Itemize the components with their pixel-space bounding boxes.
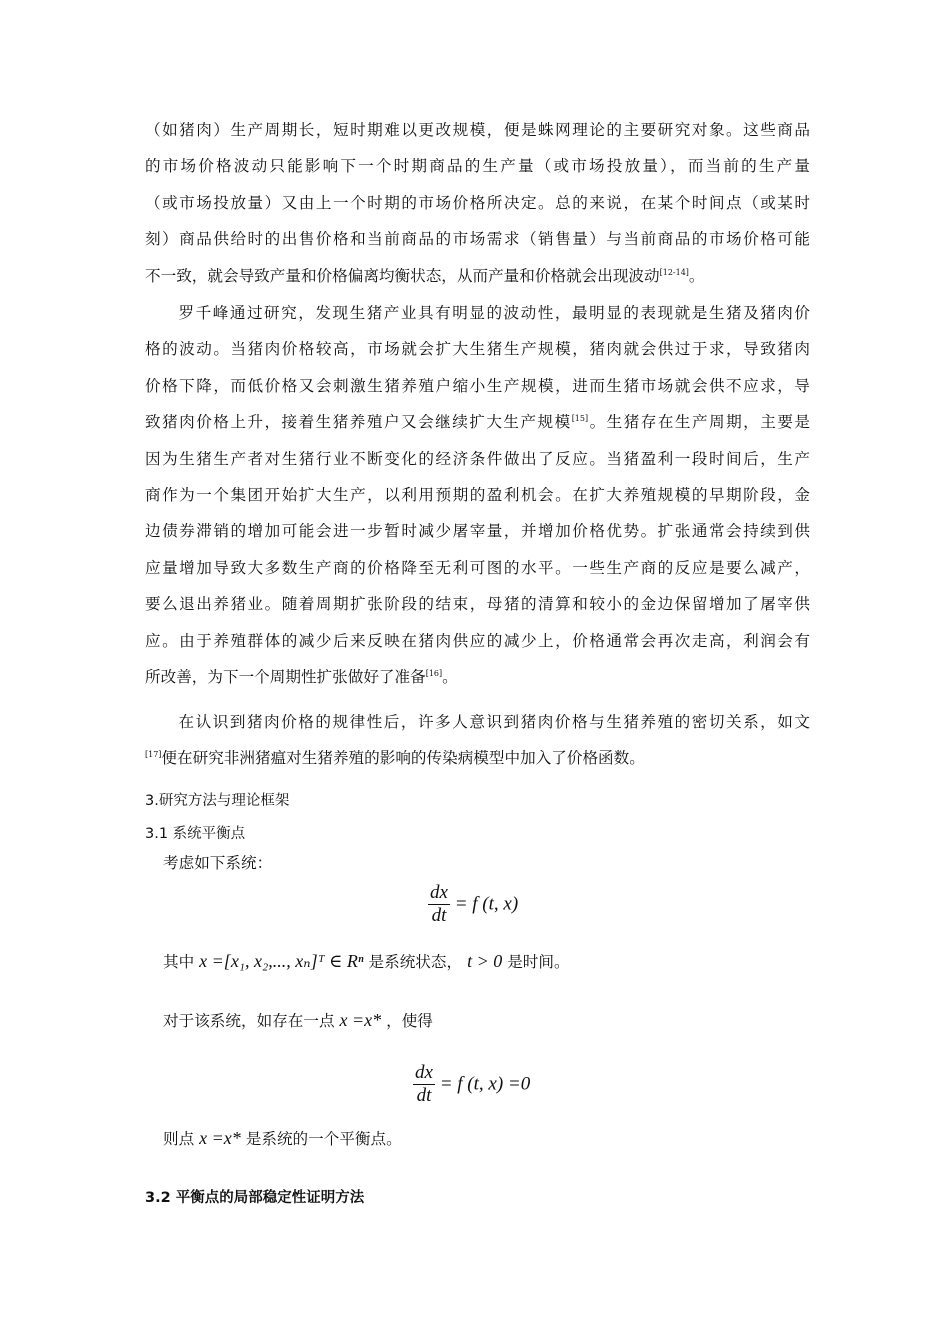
- citation-ref: [15]: [571, 414, 589, 424]
- text-line: [145, 258, 810, 294]
- text-segment: 所改善，为下一个周期性扩张做好了准备: [145, 668, 426, 687]
- fraction-numerator: dx: [415, 1062, 433, 1083]
- section-heading-3: 3.研究方法与理论框架: [145, 793, 290, 809]
- fraction-numerator: dx: [430, 882, 448, 903]
- text-segment: 。生猪存在生产周期，主要是: [588, 413, 810, 432]
- text-line: 的市场价格波动只能影响下一个时期商品的生产量（或市场投放量），而当前的生产量: [145, 157, 810, 176]
- text-segment: 便在研究非洲猪瘟对生猪养殖的影响的传染病模型中加入了价格函数。: [161, 749, 645, 768]
- text-line: [145, 659, 810, 695]
- text-segment: 在认识到猪肉价格的规律性后，许多人意识到猪肉价格与生猪养殖的密切关系，如文: [177, 713, 810, 731]
- text-line: 应。由于养殖群体的减少后来反映在猪肉供应的减少上，价格通常会再次走高，利润会有: [145, 631, 810, 650]
- text-then-equilibrium: [163, 1127, 402, 1149]
- text-line: 因为生猪生产者对生猪行业不断变化的经济条件做出了反应。当猪盈利一段时间后，生产: [145, 449, 810, 468]
- math-equilibrium-point: x =x*: [339, 1010, 382, 1030]
- text-line: 商作为一个集团开始扩大生产，以利用预期的盈利机会。在扩大养殖规模的早期阶段，金: [145, 486, 810, 505]
- text-segment: 。: [688, 266, 705, 285]
- text-segment: 罗千峰通过研究，发现生猪产业具有明显的波动性，最明显的表现就是生猪及猪肉价: [177, 304, 810, 322]
- equation-rhs: = f (t, x): [454, 893, 519, 915]
- text-line: 要么退出养猪业。随着周期扩张阶段的结束，母猪的清算和较小的金边保留增加了屠宰供: [145, 595, 810, 614]
- text-line: [145, 740, 810, 776]
- text-line: 价格下降，而低价格又会刺激生猪养殖户缩小生产规模，进而生猪市场就会供不应求，导: [145, 376, 810, 395]
- text-line: [145, 295, 810, 331]
- math-equilibrium-point: x =x*: [199, 1128, 241, 1148]
- fraction: [413, 1062, 435, 1107]
- text-segment: 是系统状态，: [368, 953, 463, 971]
- text-where-state: [163, 950, 570, 972]
- text-line: （或市场投放量）又由上一个时期的市场价格所决定。总的来说，在某个时间点（或某时: [145, 193, 810, 212]
- text-line: （如猪肉）生产周期长，短时期难以更改规模，便是蛛网理论的主要研究对象。这些商品: [145, 121, 810, 139]
- equation-rhs: = f (t, x) =0: [439, 1073, 531, 1095]
- text-segment: 其中: [163, 953, 195, 971]
- text-line: [145, 704, 810, 740]
- text-segment: 是时间。: [507, 953, 570, 971]
- fraction: [428, 882, 450, 927]
- text-segment: 。: [442, 668, 458, 687]
- text-segment: 则点: [163, 1130, 195, 1148]
- fraction-denominator: dt: [431, 905, 447, 926]
- text-segment: 对于该系统，如存在一点: [163, 1012, 335, 1030]
- fraction-denominator: dt: [416, 1085, 432, 1106]
- text-line: 格的波动。当猪肉价格较高，市场就会扩大生猪生产规模，猪肉就会供过于求，导致猪肉: [145, 340, 810, 359]
- math-state-vector: x =[x₁, x₂,..., xₙ]ᵀ ∈ Rⁿ: [199, 951, 364, 971]
- text-consider-system: 考虑如下系统：: [163, 854, 273, 872]
- text-segment: 是系统的一个平衡点。: [245, 1130, 402, 1148]
- text-segment: 致猪肉价格上升，接着生猪养殖户又会继续扩大生产规模: [145, 413, 572, 432]
- citation-ref: [16]: [425, 669, 443, 679]
- text-line: 应量增加导致大多数生产商的价格降至无利可图的水平。一些生产商的反应是要么减产，: [145, 558, 810, 577]
- citation-ref: [17]: [145, 750, 162, 760]
- equation-equilibrium: [413, 1062, 530, 1107]
- section-heading-3-2: 3.2 平衡点的局部稳定性证明方法: [145, 1190, 365, 1206]
- text-line: 边债券滞销的增加可能会进一步暂时减少屠宰量，并增加价格优势。扩张通常会持续到供: [145, 522, 810, 541]
- text-segment: 不一致，就会导致产量和价格偏离均衡状态，从而产量和价格就会出现波动: [145, 266, 660, 285]
- paragraph-pig-cycle: [145, 295, 810, 695]
- math-time-condition: t > 0: [467, 951, 503, 971]
- section-heading-3-1: 3.1 系统平衡点: [145, 826, 246, 842]
- text-line: 刻）商品供给时的出售价格和当前商品的市场需求（销售量）与当前商品的市场价格可能: [145, 230, 810, 249]
- paragraph-price-relation: [145, 704, 810, 777]
- equation-system: [428, 882, 518, 927]
- citation-ref: [12-14]: [659, 267, 689, 277]
- text-segment: ，使得: [386, 1012, 433, 1030]
- paragraph-cobweb-theory: [145, 112, 810, 294]
- text-line: [145, 404, 810, 440]
- text-for-system: [163, 1009, 433, 1031]
